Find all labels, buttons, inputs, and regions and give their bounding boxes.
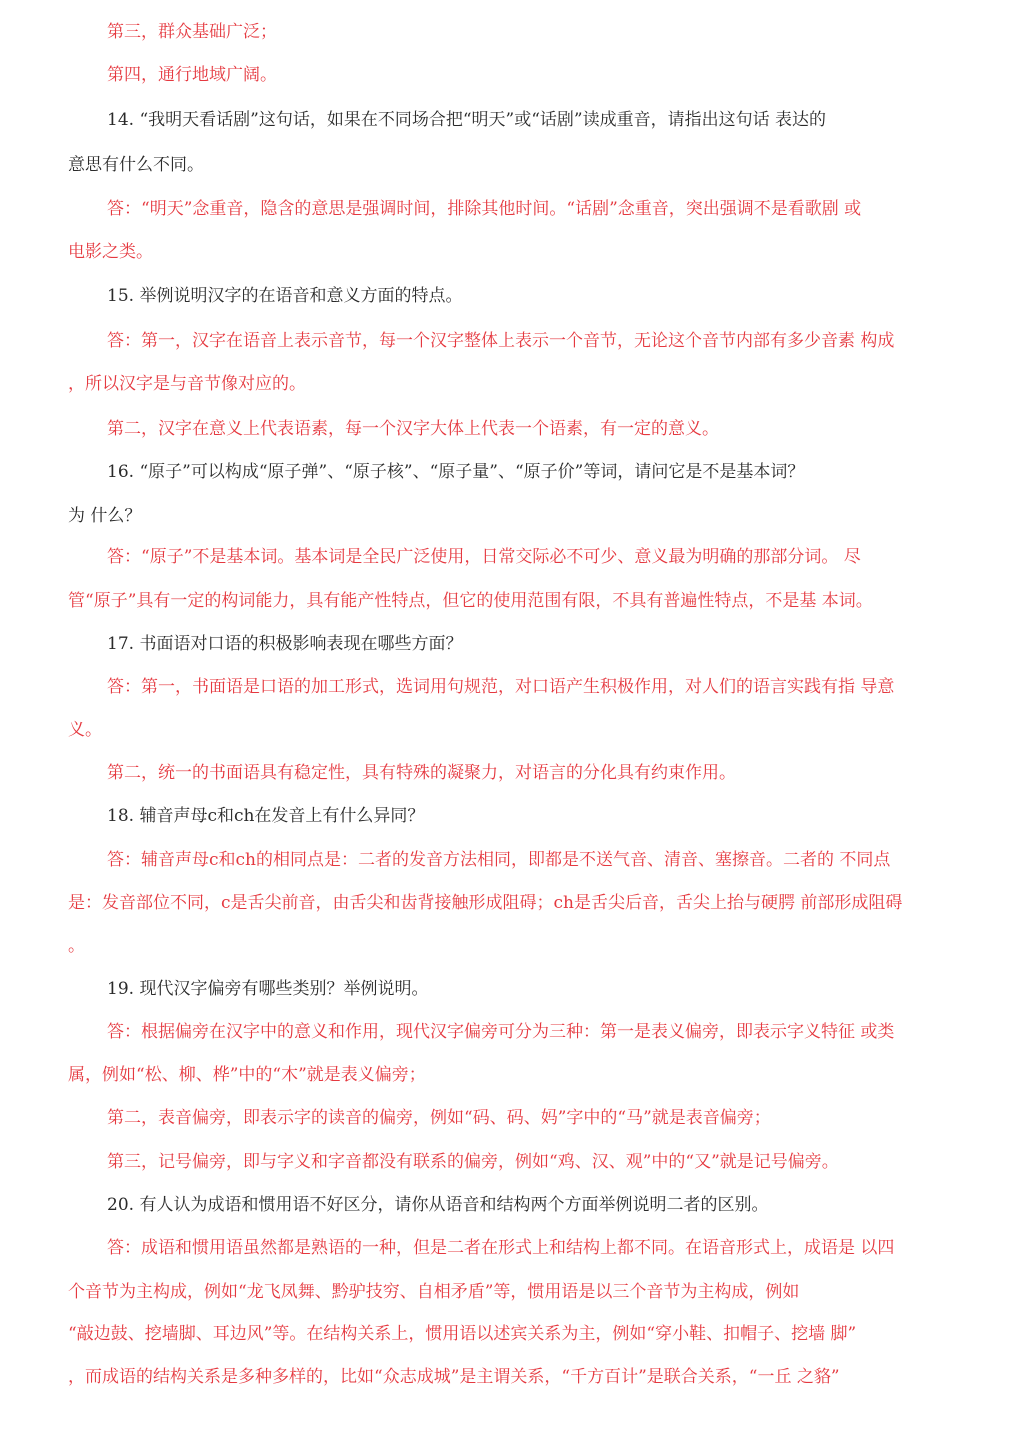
answer-line: 第二，统一的书面语具有稳定性，具有特殊的凝聚力，对语言的分化具有约束作用。 [107,763,736,783]
answer-line: 第二，汉字在意义上代表语素，每一个汉字大体上代表一个语素，有一定的意义。 [107,419,719,439]
question-line: 为 什么？ [68,506,142,526]
answer-line: 属，例如“松、柳、桦”中的“木”就是表义偏旁； [68,1065,426,1085]
question-20: 20. 有人认为成语和惯用语不好区分，请你从语音和结构两个方面举例说明二者的区别。 [107,1195,769,1215]
answer-line: “敲边鼓、挖墙脚、耳边风”等。在结构关系上，惯用语以述宾关系为主，例如“穿小鞋、扣帽子、挖墙 脚” [68,1324,857,1344]
question-14: 14. “我明天看话剧”这句话，如果在不同场合把“明天”或“话剧”读成重音，请指出这句话 表达的 [107,110,826,130]
answer-line: ，而成语的结构关系是多种多样的，比如“众志成城”是主谓关系，“千方百计”是联合关系，“一丘 之貉” [68,1367,840,1387]
answer-line: 电影之类。 [68,242,153,262]
answer-line: 。 [68,936,85,956]
question-line: 意思有什么不同。 [68,155,204,175]
answer-line: 第二，表音偏旁，即表示字的读音的偏旁，例如“码、码、妈”字中的“马”就是表音偏旁； [107,1108,771,1128]
answer-16: 答：“原子”不是基本词。基本词是全民广泛使用，日常交际必不可少、意义最为明确的那部分词。 尽 [107,547,861,567]
answer-18: 答：辅音声母c和ch的相同点是：二者的发音方法相同，即都是不送气音、清音、塞擦音。二者的 不同点 [107,850,891,870]
answer-line: 个音节为主构成，例如“龙飞凤舞、黔驴技穷、自相矛盾”等，惯用语是以三个音节为主构成，例如 [68,1282,800,1302]
answer-line: 义。 [68,720,102,740]
answer-line: 第三，群众基础广泛； [107,22,277,42]
answer-line: 是：发音部位不同，c是舌尖前音，由舌尖和齿背接触形成阻碍；ch是舌尖后音，舌尖上抬与硬腭 前部形成阻碍 [68,893,903,913]
answer-14: 答：“明天”念重音，隐含的意思是强调时间，排除其他时间。“话剧”念重音，突出强调不是看歌剧 或 [107,199,862,219]
question-17: 17. 书面语对口语的积极影响表现在哪些方面？ [107,634,463,654]
question-18: 18. 辅音声母c和ch在发音上有什么异同？ [107,806,425,826]
answer-line: 管“原子”具有一定的构词能力，具有能产性特点，但它的使用范围有限，不具有普遍性特点，不是基 本词。 [68,591,873,611]
question-16: 16. “原子”可以构成“原子弹”、“原子核”、“原子量”、“原子价”等词，请问它是不是基本词？ [107,462,805,482]
answer-15: 答：第一，汉字在语音上表示音节，每一个汉字整体上表示一个音节，无论这个音节内部有多少音素 构成 [107,331,895,351]
question-15: 15. 举例说明汉字的在语音和意义方面的特点。 [107,286,463,306]
answer-20: 答：成语和惯用语虽然都是熟语的一种，但是二者在形式上和结构上都不同。在语音形式上，成语是 以四 [107,1238,895,1258]
answer-line: 第四，通行地域广阔。 [107,65,277,85]
answer-17: 答：第一，书面语是口语的加工形式，选词用句规范，对口语产生积极作用，对人们的语言实践有指 导意 [107,677,895,697]
answer-19: 答：根据偏旁在汉字中的意义和作用，现代汉字偏旁可分为三种：第一是表义偏旁，即表示字义特征 或类 [107,1022,895,1042]
answer-line: ，所以汉字是与音节像对应的。 [68,374,306,394]
question-19: 19. 现代汉字偏旁有哪些类别？举例说明。 [107,979,429,999]
answer-line: 第三，记号偏旁，即与字义和字音都没有联系的偏旁，例如“鸡、汉、观”中的“又”就是记号偏旁。 [107,1152,839,1172]
